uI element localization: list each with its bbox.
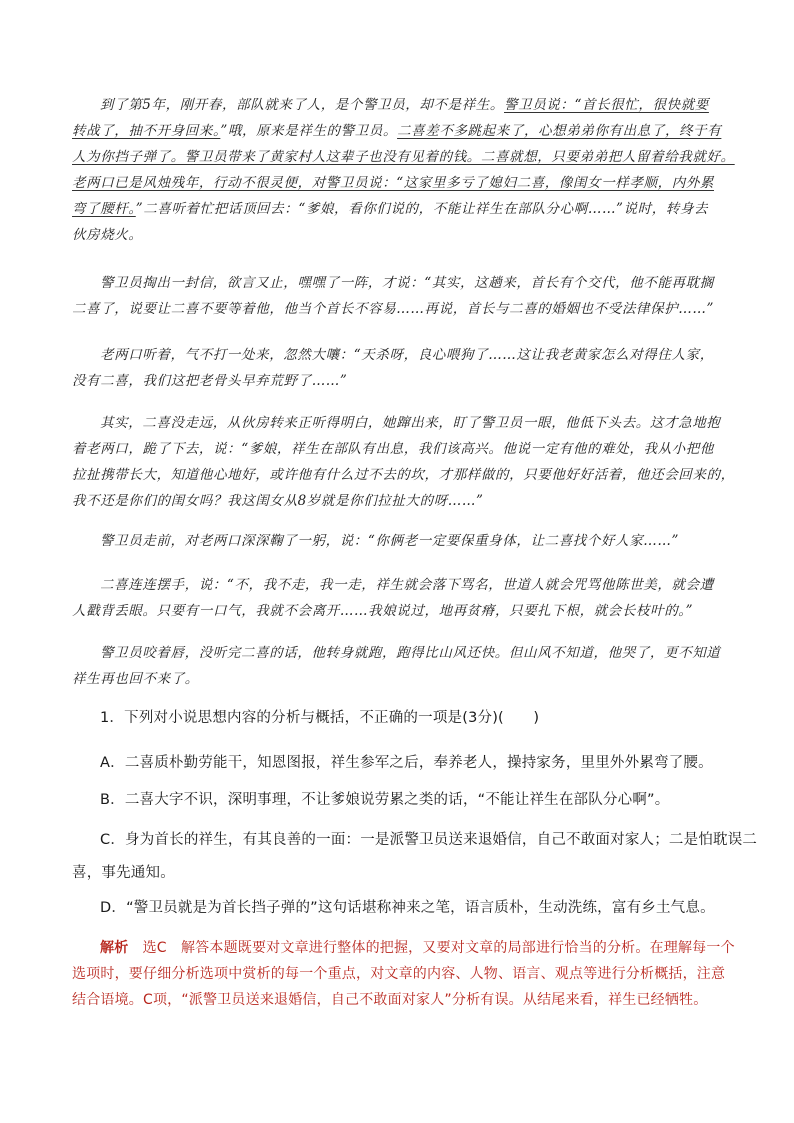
story-line xyxy=(72,572,714,598)
story-line xyxy=(72,296,714,322)
story-line xyxy=(72,118,735,144)
underlined-text: 转战了，抽不开身回来。 xyxy=(72,123,221,139)
underlined-text: 老两口已是风烛残年，行动不很灵便，对警卫员说：“这家里多亏了媳妇二喜，像闺女一样孝顺，内外累 xyxy=(72,175,714,191)
story-line xyxy=(72,666,720,692)
story-paragraph xyxy=(72,572,714,624)
story-line xyxy=(72,436,735,462)
story-line xyxy=(72,92,735,118)
text-run: 没有二喜，我们这把老骨头早弃荒野了……” xyxy=(72,373,348,389)
text-run: 人戳背丢眼。只要有一口气，我就不会离开……我娘说过，地再贫瘠，只要扎下根，就会长枝叶的。” xyxy=(72,603,694,619)
story-line xyxy=(72,640,720,666)
story-line xyxy=(72,144,735,170)
text-run: 警卫员掏出一封信，欲言又止，嘿嘿了一阵，才说：“其实，这趟来，首长有个交代，他不能再耽搁 xyxy=(100,275,714,291)
story-paragraph xyxy=(72,270,714,322)
text-run: 我不还是你们的闺女吗？我这闺女从8岁就是你们拉扯大的呀……” xyxy=(72,493,484,509)
story-paragraph xyxy=(72,640,720,692)
underlined-text: 弯了腰杆。 xyxy=(72,201,136,217)
story-line xyxy=(72,196,735,222)
answer-explanation xyxy=(72,935,735,1013)
story-line xyxy=(72,598,714,624)
underlined-text: 二喜差不多跳起来了，心想弟弟你有出息了，终于有 xyxy=(397,123,722,139)
text-run: 警卫员咬着唇，没听完二喜的话，他转身就跑，跑得比山风还快。但山风不知道，他哭了，更不知道 xyxy=(100,645,721,661)
story-line xyxy=(72,222,735,248)
text-run: 其实，二喜没走远，从伙房转来正听得明白，她蹿出来，盯了警卫员一眼，他低下头去。这才急地抱 xyxy=(100,415,721,431)
text-run: 祥生再也回不来了。 xyxy=(72,671,199,687)
story-paragraph xyxy=(72,92,735,248)
text-run: 二喜连连摆手，说：“不，我不走，我一走，祥生就会落下骂名，世道人就会咒骂他陈世美，就会遭 xyxy=(100,577,714,593)
text-run: 拉扯携带长大，知道他心地好，或许他有什么过不去的坎，才那样做的，只要他好好活着，他还会回来的， xyxy=(72,467,735,483)
underlined-text: 警卫员说：“首长很忙，很快就要 xyxy=(504,97,709,113)
explanation-line: 选项时，要仔细分析选项中赏析的每一个重点，对文章的内容、人物、语言、观点等进行分析概括，注意 xyxy=(72,966,726,982)
option-d xyxy=(72,895,715,922)
story-paragraph xyxy=(72,410,735,514)
explanation-line: 结合语境。C项，“派警卫员送来退婚信，自己不敢面对家人”分析有误。从结尾来看，祥生已经牺牲。 xyxy=(72,992,708,1008)
option-c xyxy=(72,827,757,887)
text-run: 老两口听着，气不打一处来，忽然大嚷：“天杀呀，良心喂狗了……这让我老黄家怎么对得住人家， xyxy=(100,347,714,363)
text-run: 二喜了，说要让二喜不要等着他，他当个首长不容易……再说，首长与二喜的婚姻也不受法律保护……” xyxy=(72,301,714,317)
text-run: 着老两口，跪了下去，说：“爹娘，祥生在部队有出息，我们该高兴。他说一定有他的难处，我从小把他 xyxy=(72,441,714,457)
story-line xyxy=(72,462,735,488)
option-line: D．“警卫员就是为首长挡子弹的”这句话堪称神来之笔，语言质朴，生动洗练，富有乡土气息。 xyxy=(100,900,715,916)
story-line xyxy=(72,270,714,296)
text-run: 警卫员走前，对老两口深深鞠了一躬，说：“你俩老一定要保重身体，让二喜找个好人家……” xyxy=(100,533,680,549)
text-run: 伙房烧火。 xyxy=(72,227,143,243)
option-line: B．二喜大字不识，深明事理，不让爹娘说劳累之类的话，“不能让祥生在部队分心啊”。 xyxy=(100,792,670,808)
option-a xyxy=(72,750,713,777)
option-line: 喜，事先通知。 xyxy=(72,865,175,881)
story-paragraph xyxy=(72,342,714,394)
text-run: ”哦，原来是祥生的警卫员。 xyxy=(220,123,398,139)
explanation-line xyxy=(72,935,735,961)
story-line xyxy=(72,170,735,196)
option-b xyxy=(72,787,669,814)
question-stem: 1．下列对小说思想内容的分析与概括，不正确的一项是(3分)( ) xyxy=(100,710,540,726)
story-line xyxy=(72,410,735,436)
story-line xyxy=(72,488,735,514)
underlined-text: 人为你挡子弹了。警卫员带来了黄家村人这辈子也没有见着的钱。二喜就想，只要弟弟把人留着给我就好。 xyxy=(72,149,735,165)
story-line xyxy=(72,342,714,368)
story-paragraph xyxy=(72,528,679,554)
option-line: C．身为首长的祥生，有其良善的一面：一是派警卫员送来退婚信，自己不敢面对家人；二是怕耽误二 xyxy=(100,832,758,848)
text-run: 到了第5年，刚开春，部队就来了人，是个警卫员，却不是祥生。 xyxy=(100,97,504,113)
story-line xyxy=(72,528,679,554)
story-line xyxy=(72,368,714,394)
text-run: ”二喜听着忙把话顶回去：“爹娘，看你们说的，不能让祥生在部队分心啊……”说时，转身去 xyxy=(135,201,709,217)
explanation-label: 解析 xyxy=(100,940,129,956)
explanation-text: 选C 解答本题既要对文章进行整体的把握，又要对文章的局部进行恰当的分析。在理解每一个 xyxy=(128,940,735,956)
option-line: A．二喜质朴勤劳能干，知恩图报，祥生参军之后，奉养老人，操持家务，里里外外累弯了腰。 xyxy=(100,755,713,771)
